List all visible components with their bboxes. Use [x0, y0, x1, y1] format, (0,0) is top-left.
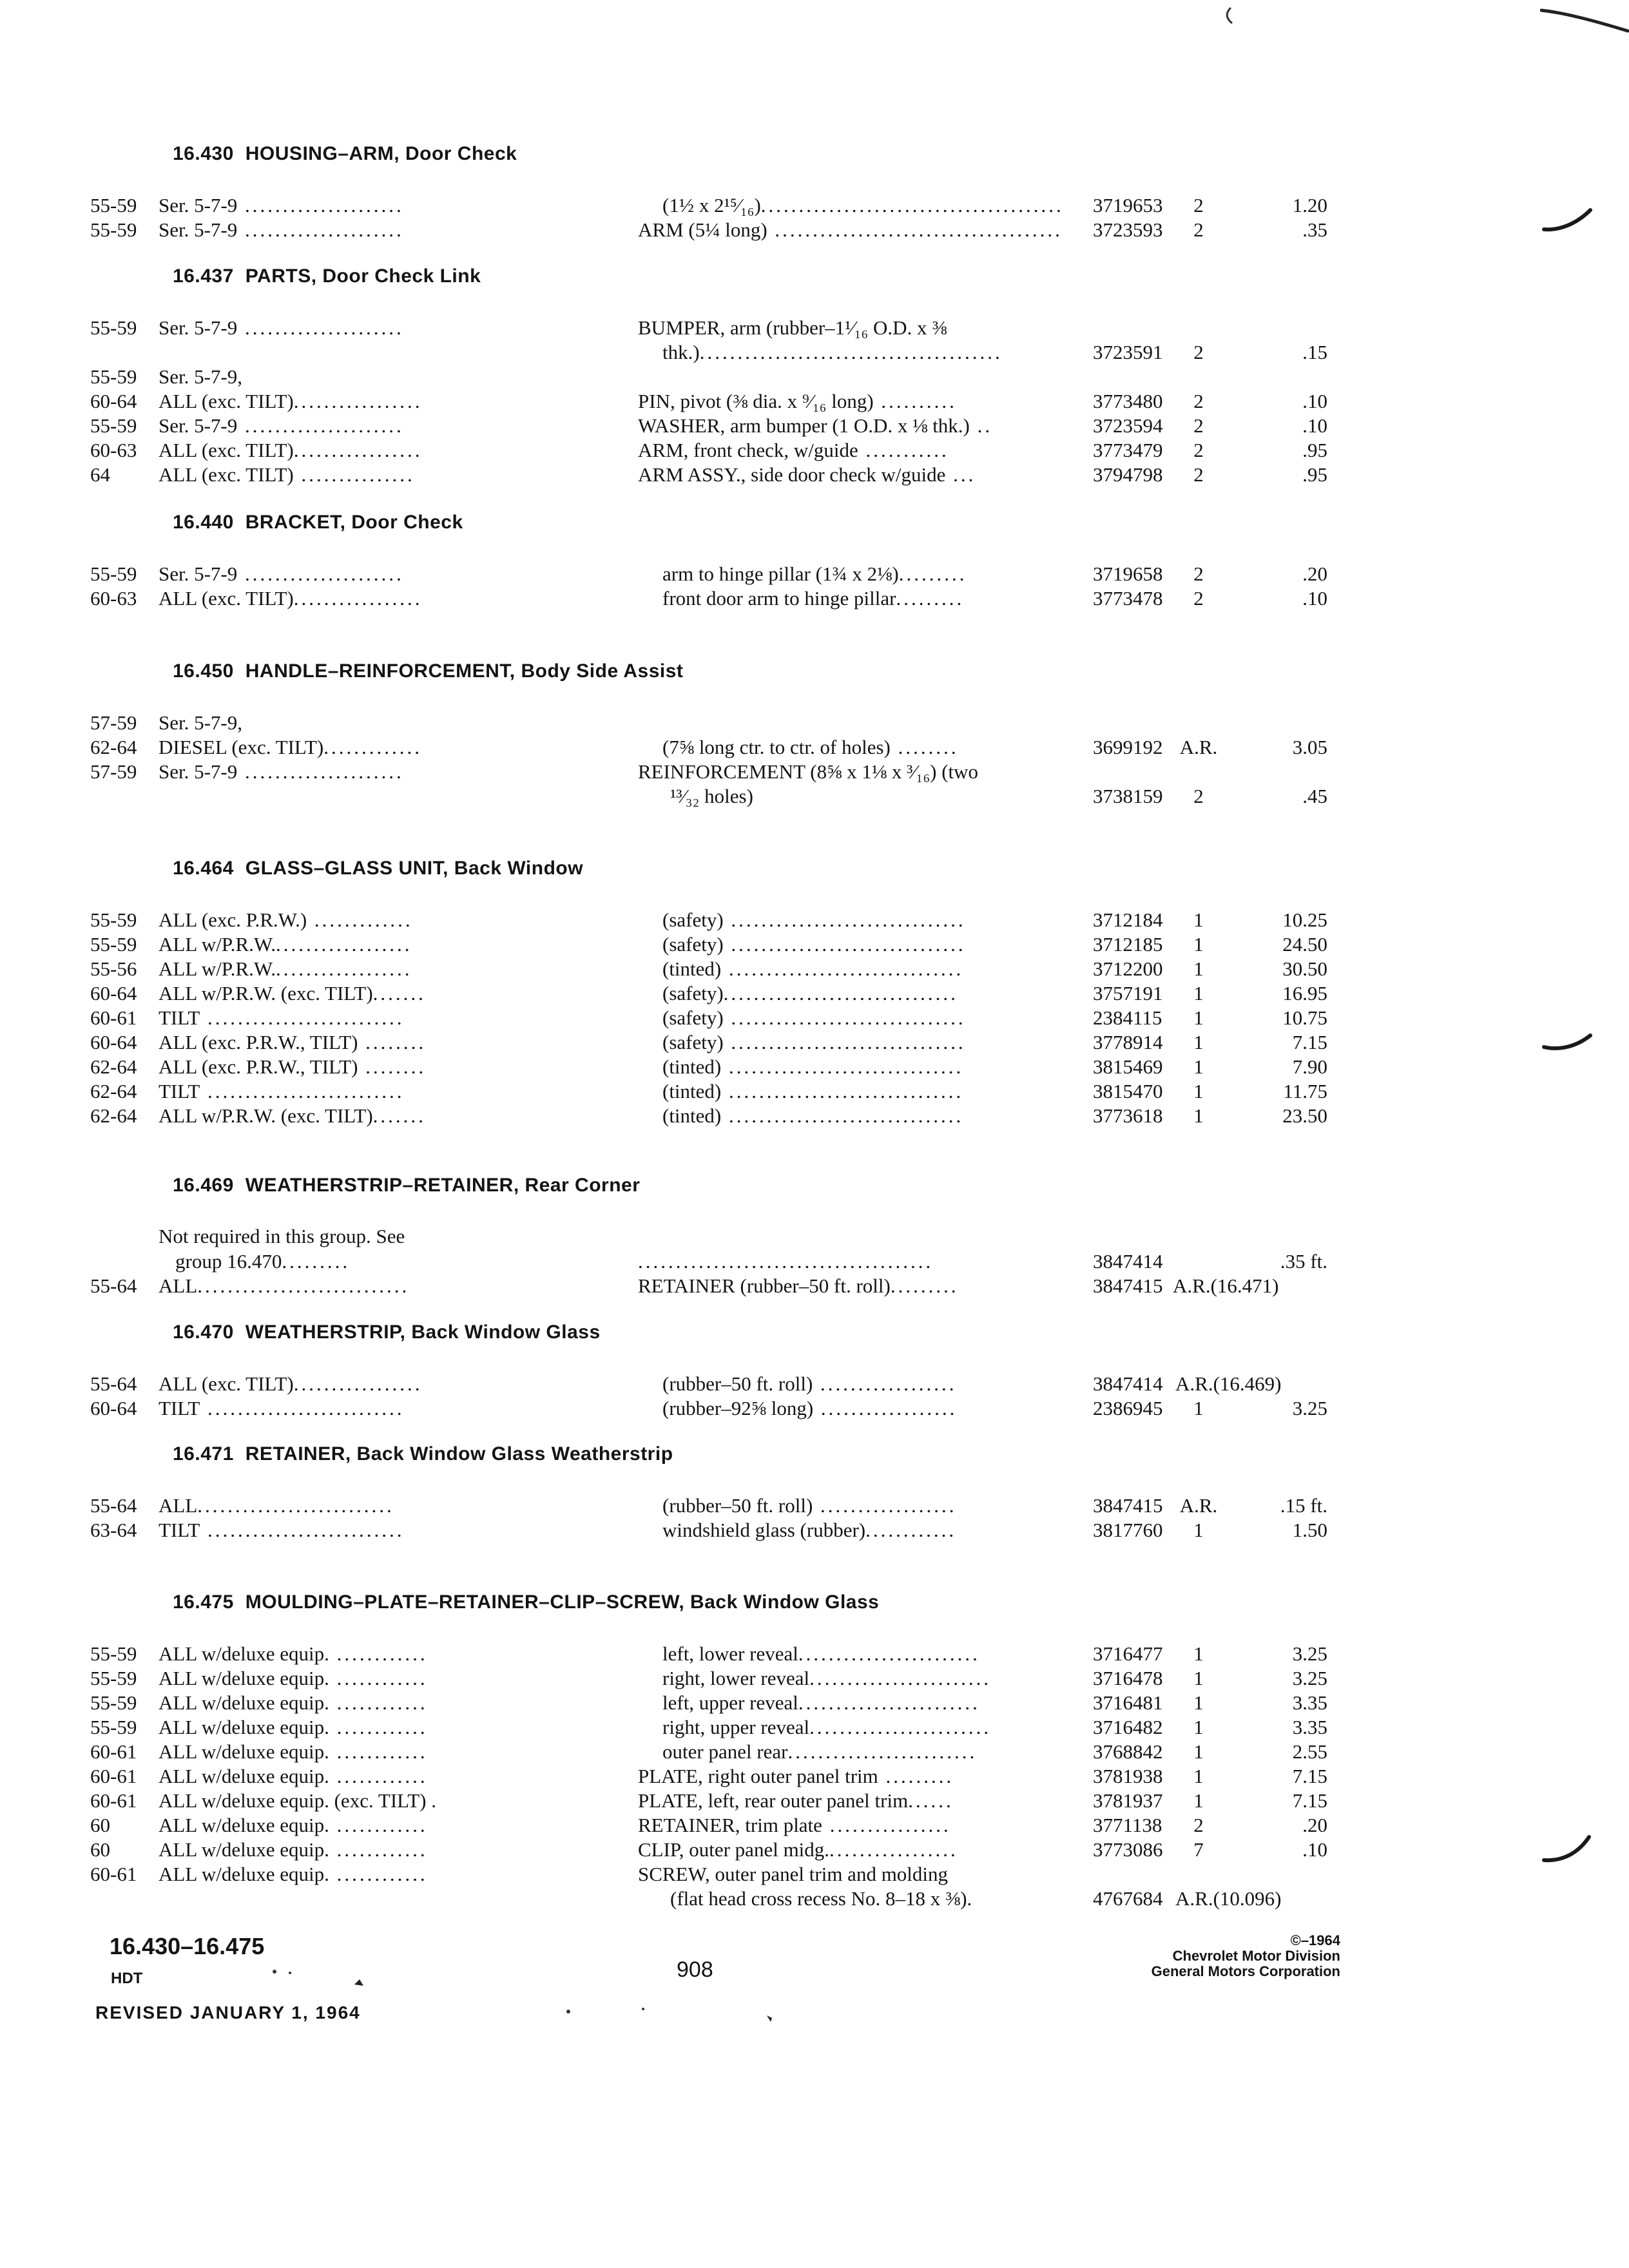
table-row: 60 ALL w/deluxe equip. ............ CLIP, outer panel midg.................. 3773086 7 .10 — [90, 1838, 1327, 1861]
page-range-code: 16.430–16.475 — [110, 1933, 265, 1959]
section-code: HDT — [111, 1970, 143, 1987]
table-row: 55-59 ALL w/P.R.W................... (safety) ............................... 3712185 1 24.50 — [90, 933, 1327, 956]
copyright-year: ©–1964 — [1290, 1932, 1340, 1948]
table-row: 57-59 Ser. 5-7-9 ..................... REINFORCEMENT (8⅝ x 1⅛ x ³⁄₁₆) (two — [90, 760, 979, 783]
table-row: 57-59 Ser. 5-7-9, — [90, 711, 243, 734]
section-heading: 16.470 WEATHERSTRIP, Back Window Glass — [173, 1321, 601, 1343]
table-row: 60-64 ALL w/P.R.W. (exc. TILT)....... (safety)............................... 3757191 1 16.95 — [90, 982, 1327, 1004]
table-row: 62-64 ALL (exc. P.R.W., TILT) ........ (tinted) ............................... 3815469 1 7.90 — [90, 1055, 1327, 1078]
table-row: 55-59 Ser. 5-7-9 ..................... ARM (5¼ long) ...................................... 3723593 2 .35 — [90, 218, 1327, 241]
table-row: 55-59 ALL w/deluxe equip. ............ right, lower reveal........................ 3716478 1 3.25 — [90, 1667, 1327, 1689]
table-row: 63-64 TILT .......................... windshield glass (rubber)............ 3817760 1 1.50 — [90, 1519, 1327, 1541]
table-row: 62-64 TILT .......................... (tinted) ............................... 3815470 1 11.75 — [90, 1080, 1327, 1102]
section-heading: 16.440 BRACKET, Door Check — [173, 512, 463, 533]
table-row: ¹³⁄₃₂ holes) 3738159 2 .45 — [670, 785, 1327, 807]
table-row: 62-64 ALL w/P.R.W. (exc. TILT)....... (tinted) ............................... 3773618 1 23.50 — [90, 1104, 1327, 1127]
revision-date: REVISED JANUARY 1, 1964 — [95, 2003, 361, 2023]
table-row: 60-64 ALL (exc. TILT)................. PIN, pivot (⅜ dia. x ⁹⁄₁₆ long) .......... 3773480 2 .10 — [90, 390, 1327, 412]
table-row: 55-59 Ser. 5-7-9 ..................... BUMPER, arm (rubber–1¹⁄₁₆ O.D. x ⅜ — [90, 316, 947, 339]
table-row: 55-59 Ser. 5-7-9 ..................... WASHER, arm bumper (1 O.D. x ⅛ thk.) .. 3723594 2 .10 — [90, 414, 1327, 437]
section-heading: 16.450 HANDLE–REINFORCEMENT, Body Side Assist — [173, 660, 684, 682]
table-row: 60-61 ALL w/deluxe equip. ............ SCREW, outer panel trim and molding — [90, 1863, 949, 1885]
table-row: 55-59 ALL w/deluxe equip. ............ left, lower reveal........................ 3716477 1 3.25 — [90, 1642, 1327, 1665]
speck-footer — [271, 1965, 825, 2023]
table-row: 55-64 ALL (exc. TILT)................. (rubber–50 ft. roll) .................. 3847414 A.R.(16.469) — [90, 1372, 1282, 1395]
table-row: 55-56 ALL w/P.R.W................... (tinted) ............................... 3712200 1 30.50 — [90, 957, 1327, 980]
table-row: 55-64 ALL............................ RETAINER (rubber–50 ft. roll)......... 3847415 A.R.(16.471) — [90, 1274, 1279, 1297]
table-row: (flat head cross recess No. 8–18 x ⅜). 4767684 A.R.(10.096) — [670, 1887, 1282, 1910]
table-row: 55-59 Ser. 5-7-9, — [90, 365, 243, 388]
table-row: 55-59 ALL w/deluxe equip. ............ left, upper reveal........................ 3716481 1 3.35 — [90, 1691, 1327, 1714]
binder-mark-top — [1540, 0, 1629, 39]
table-row: 55-59 Ser. 5-7-9 ..................... (1½ x 2¹⁵⁄₁₆)........................................ 3719653 2 1.20 — [90, 194, 1327, 216]
section-heading: 16.437 PARTS, Door Check Link — [173, 265, 481, 287]
table-row: 60-61 ALL w/deluxe equip. ............ PLATE, right outer panel trim ......... 3781938 1 7.15 — [90, 1765, 1327, 1787]
table-row: 60-61 ALL w/deluxe equip. ............ outer panel rear......................... 3768842 1 2.55 — [90, 1740, 1327, 1763]
table-row: 55-59 ALL (exc. P.R.W.) ............. (safety) ............................... 3712184 1 10.25 — [90, 908, 1327, 931]
table-row: thk.)........................................ 3723591 2 .15 — [662, 341, 1327, 363]
table-row: 62-64 DIESEL (exc. TILT)............. (7⅝ long ctr. to ctr. of holes) ........ 3699192 A.R. 3.05 — [90, 736, 1327, 758]
division-name: Chevrolet Motor Division — [1172, 1948, 1340, 1964]
corporation-name: General Motors Corporation — [1151, 1963, 1340, 1979]
table-row: group 16.470......... ....................................... 3847414 .35 ft. — [175, 1250, 1327, 1273]
table-row: 60-61 ALL w/deluxe equip. (exc. TILT) . PLATE, left, rear outer panel trim...... 3781937 1 7.15 — [90, 1789, 1327, 1812]
section-heading: 16.469 WEATHERSTRIP–RETAINER, Rear Corner — [173, 1175, 641, 1196]
binder-mark-1 — [1541, 206, 1593, 238]
page-number: 908 — [677, 1957, 713, 1982]
table-row: 60-63 ALL (exc. TILT)................. ARM, front check, w/guide ........... 3773479 2 .95 — [90, 439, 1327, 461]
table-row: 55-59 ALL w/deluxe equip. ............ right, upper reveal........................ 3716482 1 3.35 — [90, 1716, 1327, 1738]
copyright-block — [1152, 1933, 1340, 1979]
section-heading: 16.430 HOUSING–ARM, Door Check — [173, 143, 517, 164]
table-row: 60-64 ALL (exc. P.R.W., TILT) ........ (safety) ............................... 3778914 1 7.15 — [90, 1031, 1327, 1053]
table-row: 64 ALL (exc. TILT) ............... ARM ASSY., side door check w/guide ... 3794798 2 .95 — [90, 463, 1327, 486]
section-note: Not required in this group. See — [159, 1225, 405, 1247]
section-heading: 16.471 RETAINER, Back Window Glass Weatherstrip — [173, 1443, 673, 1465]
table-row: 55-59 Ser. 5-7-9 ..................... arm to hinge pillar (1¾ x 2⅛)......... 3719658 2 .20 — [90, 562, 1327, 585]
binder-mark-3 — [1541, 1833, 1593, 1872]
section-heading: 16.464 GLASS–GLASS UNIT, Back Window — [173, 858, 584, 879]
table-row: 60 ALL w/deluxe equip. ............ RETAINER, trim plate ................ 3771138 2 .20 — [90, 1814, 1327, 1836]
binder-mark-2 — [1541, 1028, 1593, 1060]
table-row: 60-64 TILT .......................... (rubber–92⅝ long) .................. 2386945 1 3.25 — [90, 1397, 1327, 1419]
table-row: 60-61 TILT .......................... (safety) ............................... 2384115 1 10.75 — [90, 1006, 1327, 1029]
speck-top — [1223, 6, 1236, 24]
table-row: 60-63 ALL (exc. TILT)................. front door arm to hinge pillar......... 3773478 2 .10 — [90, 587, 1327, 610]
section-heading: 16.475 MOULDING–PLATE–RETAINER–CLIP–SCREW, Back Window Glass — [173, 1591, 880, 1613]
table-row: 55-64 ALL.......................... (rubber–50 ft. roll) .................. 3847415 A.R. .15 ft. — [90, 1494, 1327, 1517]
